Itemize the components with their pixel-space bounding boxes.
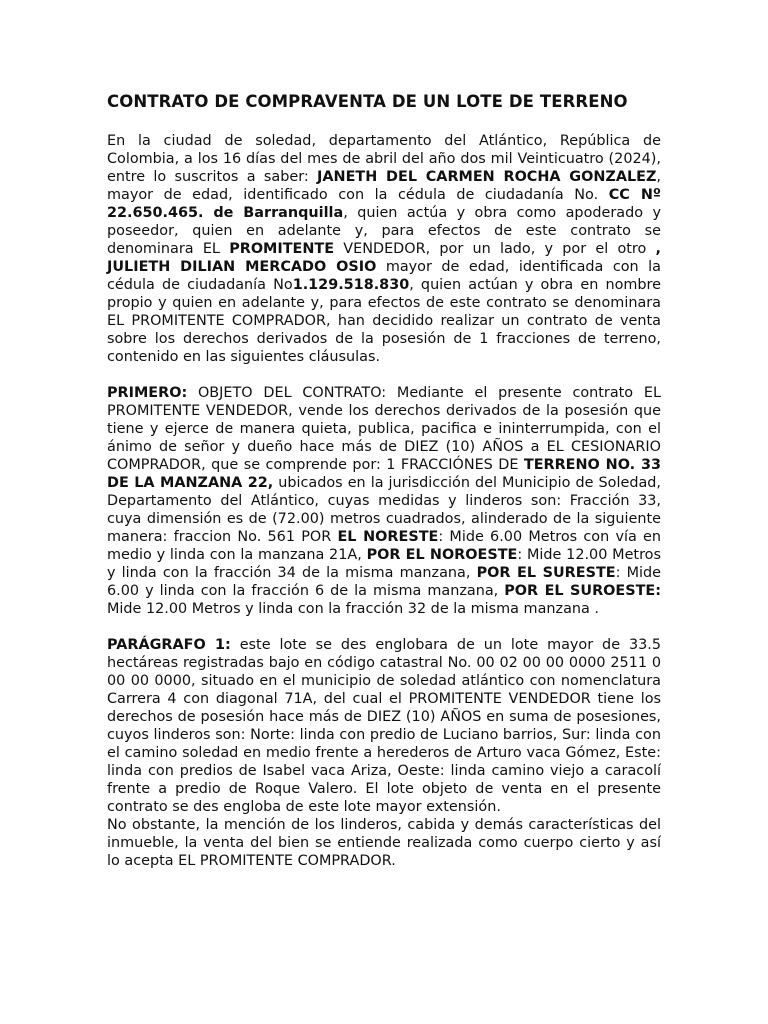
intro-text: En la ciudad de soledad, departamento del Atlántico, República de Colombia, a los 16 días del mes de abril del año dos mil Veinticuatro (2024), entre lo suscritos a saber: [107,133,661,185]
promitente-label: PROMITENTE [229,241,335,257]
intro-text: , quien actúa y obra como apoderado y poseedor, quien en adelante y, para efectos de este contrato se denominara EL [107,205,661,257]
closing-paragraph: No obstante, la mención de los linderos, cabida y demás características del inmueble, la venta del bien se entiende realizada como cuerpo cierto y así lo acepta EL PROMITENTE COMPRADOR. [107,817,661,869]
buyer-name: , JULIETH DILIAN MERCADO OSIO [107,241,661,275]
intro-text: , quien actúan y obra en nombre propio y quien en adelante y, para efectos de este contrato se denominara EL PROMITENTE COMPRADOR, han decidido realizar un contrato de venta sobre los derechos derivados de la posesión de 1 fracciones de terreno, contenido en las siguientes cláusulas. [107,277,661,365]
clause-heading: PRIMERO: [107,385,188,401]
clause-heading: PARÁGRAFO 1: [107,637,231,653]
seller-name: JANETH DEL CARMEN ROCHA GONZALEZ [317,169,657,185]
intro-text: VENDEDOR, por un lado, y por el otro [334,241,656,257]
seller-id: CC Nº 22.650.465. de Barranquilla [107,187,661,221]
clause-text: : Mide 12.00 Metros y linda con la fracción 34 de la misma manzana, [107,547,661,581]
document-title: CONTRATO DE COMPRAVENTA DE UN LOTE DE TERRENO [107,92,628,111]
clause-text: : Mide 6.00 Metros con vía en medio y linda con la manzana 21A, [107,529,661,563]
clause-primero [107,384,661,618]
clause-text: Mide 12.00 Metros y linda con la fracción 32 de la misma manzana . [107,601,599,617]
document-page [107,90,661,870]
buyer-id: 1.129.518.830 [292,277,410,293]
clause-paragrafo-1 [107,636,661,816]
boundary-label: POR EL SUROESTE: [504,583,661,599]
clause-text: ubicados en la jurisdicción del Municipio de Soledad, Departamento del Atlántico, cuyas medidas y linderos son: Fracción 33, cuya dimensión es de (72.00) metros cuadrados, alinderado de la siguiente manera: fraccion No. 561 POR [107,475,661,545]
boundary-label: POR EL SURESTE [476,565,616,581]
clause-text: : Mide 6.00 y linda con la fracción 6 de la misma manzana, [107,565,662,599]
clause-text: OBJETO DEL CONTRATO: Mediante el presente contrato EL PROMITENTE VENDEDOR, vende los derechos derivados de la posesión que tiene y ejerce de manera quieta, publica, pacifica e ininterrumpida, con el ánimo de señor y dueño hace más de DIEZ (10) AÑOS a EL CESIONARIO COMPRADOR, que se comprende por: 1 FRACCIÓNES DE [107,385,661,473]
lot-reference: TERRENO NO. 33 DE LA MANZANA 22, [107,457,662,491]
intro-paragraph [107,132,661,366]
boundary-label: EL NORESTE [337,529,439,545]
intro-text: , mayor de edad, identificado con la cédula de ciudadanía No. [107,169,661,203]
boundary-label: POR EL NOROESTE [366,547,518,563]
clause-text: este lote se des englobara de un lote mayor de 33.5 hectáreas registradas bajo en código catastral No. 00 02 00 00 0000 2511 0 00 00 0000, situado en el municipio de soledad atlántico con nomenclatura Carrera 4 con diagonal 71A, del cual el PROMITENTE VENDEDOR tiene los derechos de posesión hace más de DIEZ (10) AÑOS en suma de posesiones, cuyos linderos son: Norte: linda con predio de Luciano barrios, Sur: linda con el camino soledad en medio frente a herederos de Arturo vaca Gómez, Este: linda con predios de Isabel vaca Ariza, Oeste: linda camino viejo a caracolí frente a predio de Roque Valero. El lote objeto de venta en el presente contrato se des engloba de este lote mayor extensión. [107,637,661,815]
intro-text: mayor de edad, identificada con la cédula de ciudadanía No [107,259,661,293]
